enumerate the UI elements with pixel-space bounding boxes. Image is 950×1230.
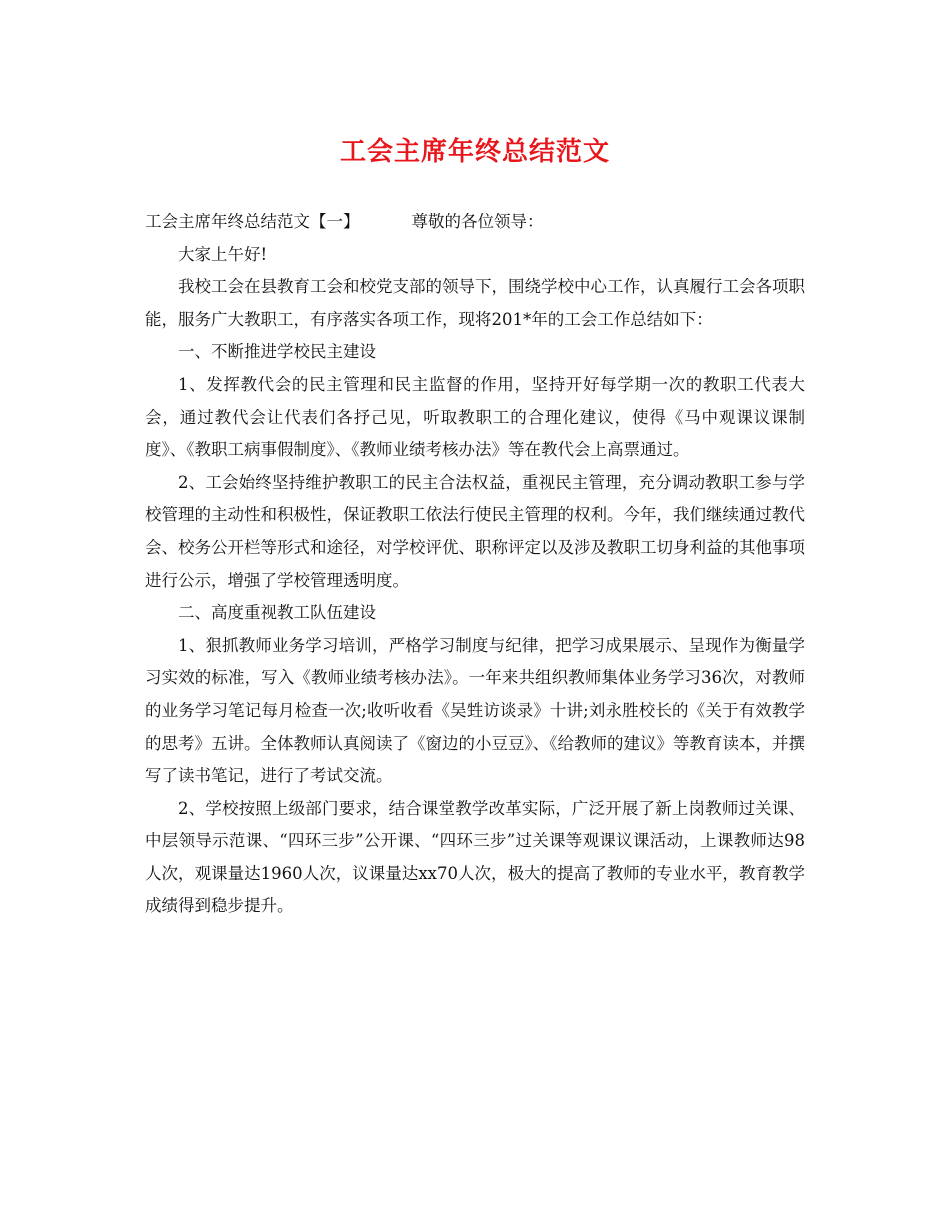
section-heading-team: 二、高度重视教工队伍建设 bbox=[178, 603, 376, 623]
opening-line bbox=[145, 206, 805, 239]
paragraph-democracy-1: 1、发挥教代会的民主管理和民主监督的作用，坚持开好每学期一次的教职工代表大会，通过教代会让代表们各抒己见，听取教职工的合理化建议，使得《马中观课议课制度》、《教职工病事假制度》、《教师业绩考核办法》等在教代会上高票通过。 bbox=[145, 374, 805, 460]
paragraph-intro: 我校工会在县教育工会和校党支部的领导下，围绕学校中心工作，认真履行工会各项职能，服务广大教职工，有序落实各项工作，现将201*年的工会工作总结如下： bbox=[145, 277, 805, 329]
salutation: 尊敬的各位领导： bbox=[411, 212, 544, 231]
paragraph-greeting: 大家上午好! bbox=[178, 244, 268, 264]
paragraph-team-1: 1、狠抓教师业务学习培训，严格学习制度与纪律，把学习成果展示、呈现作为衡量学习实效的标准，写入《教师业绩考核办法》。一年来共组织教师集体业务学习36次，对教师的业务学习笔记每月检查一次;收听收看《吴甡访谈录》十讲;刘永胜校长的《关于有效教学的思考》五讲。全体教师认真阅读了《窗边的小豆豆》、《给教师的建议》等教育读本，并撰写了读书笔记，进行了考试交流。 bbox=[145, 635, 805, 786]
section-heading-democracy: 一、不断推进学校民主建设 bbox=[178, 342, 376, 362]
document-title: 工会主席年终总结范文 bbox=[339, 137, 610, 167]
document-body bbox=[145, 206, 805, 923]
paragraph-team-2: 2、学校按照上级部门要求，结合课堂教学改革实际，广泛开展了新上岗教师过关课、中层领导示范课、“四环三步”公开课、“四环三步”过关课等观课议课活动，上课教师达98人次，观课量达1960人次，议课量达xx70人次，极大的提高了教师的专业水平，教育教学成绩得到稳步提升。 bbox=[145, 798, 805, 916]
paragraph-democracy-2: 2、工会始终坚持维护教职工的民主合法权益，重视民主管理，充分调动教职工参与学校管理的主动性和积极性，保证教职工依法行使民主管理的权利。今年，我们继续通过教代会、校务公开栏等形式和途径，对学校评优、职称评定以及涉及教职工切身利益的其他事项进行公示，增强了学校管理透明度。 bbox=[145, 472, 805, 590]
opening-heading: 工会主席年终总结范文【一】 bbox=[145, 212, 360, 231]
